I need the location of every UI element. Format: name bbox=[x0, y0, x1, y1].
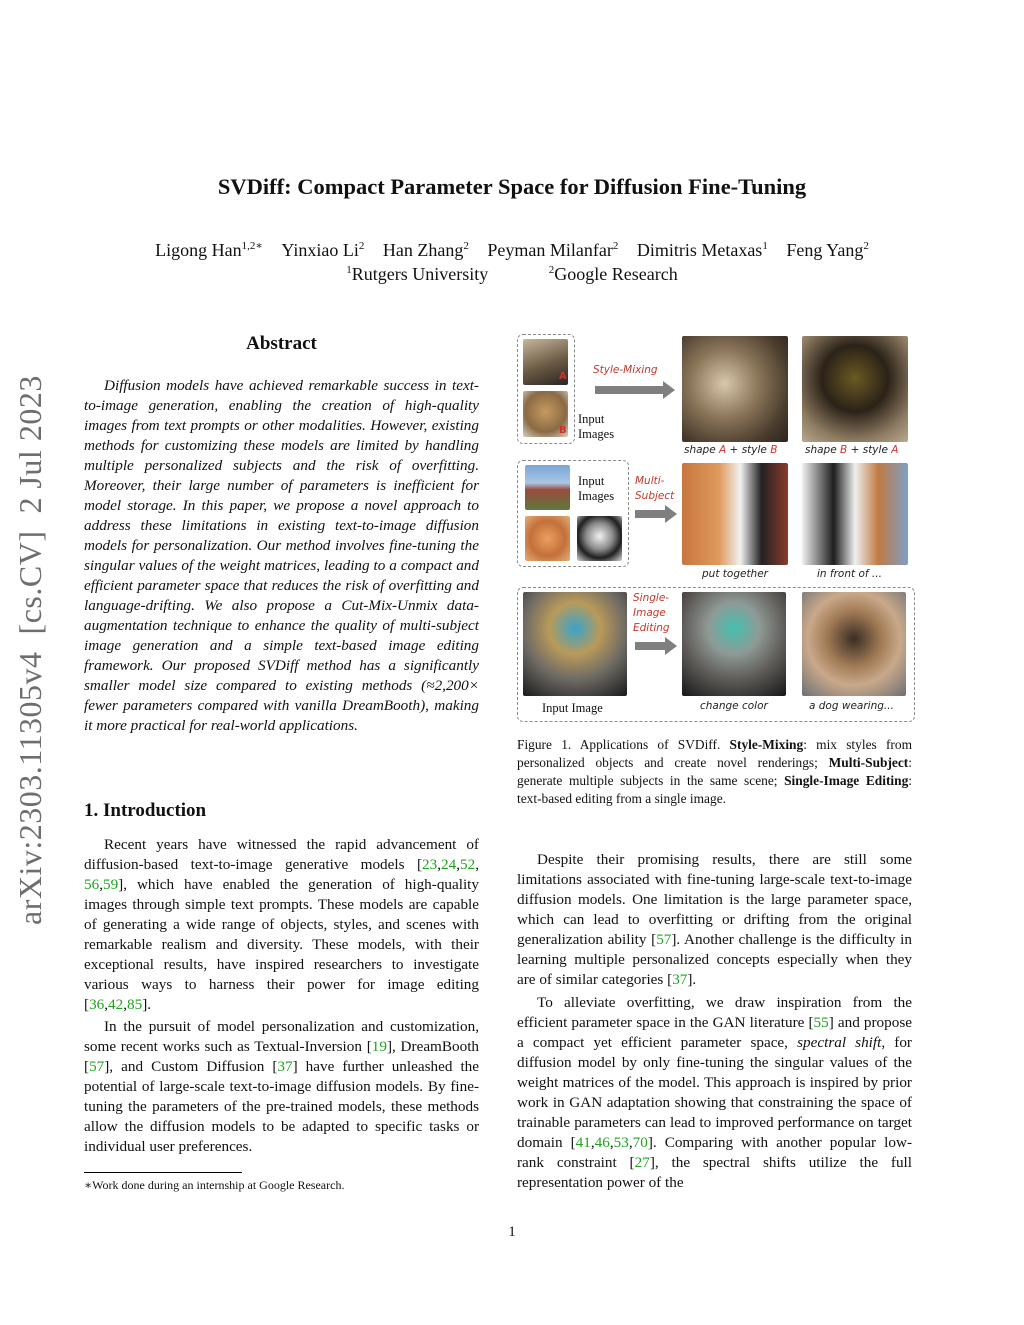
figure-1 bbox=[517, 334, 913, 720]
citation-link[interactable]: 53 bbox=[613, 1134, 629, 1151]
arrow-right-icon bbox=[635, 642, 665, 650]
citation-link[interactable]: 23 bbox=[422, 856, 438, 873]
citation-link[interactable]: 27 bbox=[634, 1154, 650, 1171]
citation-link[interactable]: 46 bbox=[594, 1134, 610, 1151]
figure-1-caption: Figure 1. Applications of SVDiff. Style-Mixing: mix styles from personalized objects and create novel renderings; Multi-Subject: generate multiple subjects in the same scene; Single-Image Editing: text-based editing from a single image. bbox=[517, 737, 913, 806]
introduction-text bbox=[84, 835, 479, 1157]
citation-link[interactable]: 59 bbox=[102, 876, 119, 893]
input-image-building bbox=[525, 465, 570, 510]
citation-link[interactable]: 37 bbox=[277, 1058, 293, 1075]
author: Ligong Han$^{1,2∗}$ bbox=[155, 240, 263, 260]
page-number: 1 bbox=[508, 1224, 516, 1240]
citation-link[interactable]: 36 bbox=[89, 996, 105, 1013]
arrow-right-icon bbox=[595, 386, 663, 394]
footnote-rule bbox=[84, 1172, 242, 1173]
paper-title: SVDiff: Compact Parameter Space for Diffusion Fine-Tuning bbox=[217, 174, 807, 199]
author-list bbox=[0, 240, 1024, 261]
input-image-label: Input Image bbox=[542, 701, 603, 715]
caption-shape-b-style-a: shape B + style A bbox=[805, 444, 899, 456]
citation-link[interactable]: 37 bbox=[672, 971, 688, 988]
output-shape-a-style-b bbox=[682, 336, 788, 442]
input-image-tiara bbox=[523, 592, 627, 696]
abstract-text: Diffusion models have achieved remarkable success in text-to-image generation, enabling the creation of high-quality images from text prompts or other modalities. However, existing methods for customizing these models are limited by handling multiple personalized subjects and the risk of overfitting. Moreover, their large number of parameters is inefficient for model storage. In this paper, we propose a novel approach to address these limitations in existing text-to-image diffusion models for personalization. Our method involves fine-tuning the singular values of the weight matrices, leading to a compact and efficient parameter space that reduces the risk of overfitting and language-drifting. We also propose a Cut-Mix-Unmix data-augmentation technique to enhance the quality of multi-subject image generation and a simple text-based image editing framework. Our proposed SVDiff method has a significantly smaller model size compared to existing methods (≈2,200× fewer parameters compared with vanilla DreamBooth), making it more practical for real-world applications. bbox=[84, 377, 479, 734]
arrow-right-icon bbox=[635, 510, 665, 518]
author: Peyman Milanfar$^2$ bbox=[487, 240, 619, 260]
single-image-editing-label: Single- Image Editing bbox=[633, 592, 670, 634]
paragraph: Recent years have witnessed the rapid advancement of diffusion-based text-to-image generative models [23,24,52, 56,59], which have enabled the generation of high-quality images through simple text prompts. These models are capable of generating a wide range of objects, styles, and scenes with remarkable realism and diversity. These models, with their exceptional results, have inspired researchers to investigate various ways to harness their power for image editing [36,42,85]. bbox=[84, 836, 479, 1013]
citation-link[interactable]: 57 bbox=[656, 931, 672, 948]
paragraph: To alleviate overfitting, we draw inspiration from the efficient parameter space in the GAN literature [55] and propose a compact yet efficient parameter space, spectral shift, for diffusion model by only fine-tuning the singular values of the weight matrices of the model. This approach is inspired by prior work in GAN adaptation showing that constraining the space of trainable parameters can lead to improved performance on target domain [41,46,53,70]. Comparing with another popular low-rank constraint [27], the spectral shifts utilize the full representation power of the bbox=[517, 994, 912, 1191]
abstract-heading: Abstract bbox=[246, 333, 317, 354]
caption-put-together: put together bbox=[702, 568, 768, 580]
caption-in-front-of: in front of ... bbox=[817, 568, 882, 580]
label-b: B bbox=[559, 425, 567, 436]
caption-shape-a-style-b: shape A + style B bbox=[684, 444, 778, 456]
citation-link[interactable]: 42 bbox=[108, 996, 124, 1013]
citation-link[interactable]: 19 bbox=[371, 1038, 387, 1055]
input-images-label: Input Images bbox=[578, 412, 615, 441]
input-image-corgi bbox=[525, 516, 570, 561]
citation-link[interactable]: 24 bbox=[441, 856, 457, 873]
output-put-together bbox=[682, 463, 788, 565]
input-image-panda bbox=[577, 516, 622, 561]
footnote: ∗Work done during an internship at Google Research. bbox=[84, 1178, 345, 1192]
output-shape-b-style-a bbox=[802, 336, 908, 442]
citation-link[interactable]: 70 bbox=[632, 1134, 648, 1151]
right-column-text bbox=[517, 850, 912, 1193]
caption-dog-wearing: a dog wearing... bbox=[809, 700, 894, 712]
output-change-color bbox=[682, 592, 786, 696]
affiliation: $^1$Rutgers University bbox=[346, 264, 489, 284]
author: Yinxiao Li$^2$ bbox=[281, 240, 365, 260]
style-mixing-label: Style-Mixing bbox=[593, 364, 658, 376]
paragraph: In the pursuit of model personalization and customization, some recent works such as Textual-Inversion [19], DreamBooth [57], and Custom Diffusion [37] have further unleashed the potential of large-scale text-to-image diffusion models. By fine-tuning the parameters of the pre-trained models, these methods allow the diffusion models to be adapted to specific tasks or individual user preferences. bbox=[84, 1018, 480, 1155]
input-images-label: Input Images bbox=[578, 474, 615, 503]
arxiv-sidebar-id: arXiv:2303.11305v4 [cs.CV] 2 Jul 2023 bbox=[12, 375, 48, 925]
citation-link[interactable]: 56 bbox=[84, 876, 100, 893]
citation-link[interactable]: 85 bbox=[127, 996, 143, 1013]
citation-link[interactable]: 52 bbox=[460, 856, 476, 873]
multi-subject-label: Multi- Subject bbox=[635, 475, 675, 502]
citation-link[interactable]: 57 bbox=[89, 1058, 105, 1075]
affiliation-list bbox=[0, 264, 1024, 285]
citation-link[interactable]: 55 bbox=[813, 1014, 829, 1031]
caption-change-color: change color bbox=[700, 700, 768, 712]
author: Han Zhang$^2$ bbox=[382, 240, 469, 260]
section-heading-introduction: 1. Introduction bbox=[84, 800, 207, 821]
citation-link[interactable]: 41 bbox=[575, 1134, 591, 1151]
label-a: A bbox=[559, 371, 567, 382]
author: Dimitris Metaxas$^1$ bbox=[636, 240, 768, 260]
affiliation: $^2$Google Research bbox=[548, 264, 678, 284]
paragraph: Despite their promising results, there are still some limitations associated with fine-tuning large-scale text-to-image diffusion models. One limitation is the large parameter space, which can lead to overfitting or drifting from the original generalization ability [57]. Another challenge is the difficulty in learning multiple personalized concepts especially when they are of similar categories [37]. bbox=[517, 851, 912, 988]
output-in-front-of bbox=[802, 463, 908, 565]
output-dog-wearing bbox=[802, 592, 906, 696]
author: Feng Yang$^2$ bbox=[786, 240, 869, 260]
